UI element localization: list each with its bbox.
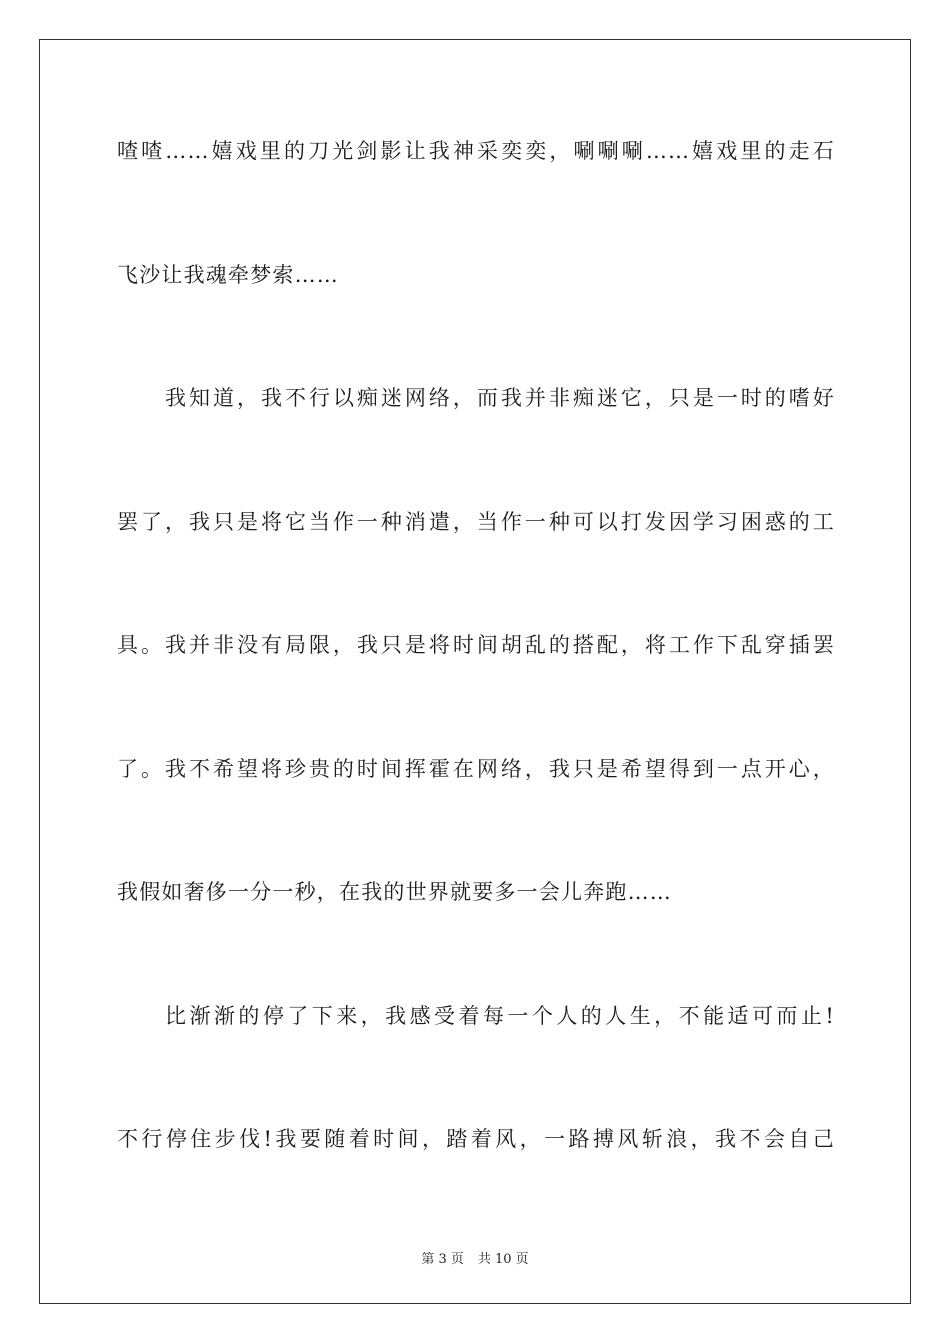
text-line-9: 不行停住步伐!我要随着时间，踏着风，一路搏风斩浪，我不会自己 — [117, 1127, 835, 1151]
page-total: 共 10 页 — [477, 1252, 529, 1267]
text-line-4: 罢了，我只是将它当作一种消遣，当作一种可以打发因学习困惑的工 — [117, 509, 835, 534]
text-line-6: 了。我不希望将珍贵的时间挥霍在网络，我只是希望得到一点开心， — [117, 756, 835, 781]
text-line-7: 我假如奢侈一分一秒，在我的世界就要多一会儿奔跑…… — [117, 880, 672, 904]
page-number: 第 3 页 — [421, 1252, 464, 1267]
text-line-5: 具。我并非没有局限，我只是将时间胡乱的搭配，将工作下乱穿插罢 — [117, 633, 835, 657]
document-body — [117, 125, 835, 1237]
text-line-8: 比渐渐的停了下来，我感受着每一个人的人生，不能适可而止! — [165, 1003, 835, 1028]
page-footer — [0, 1248, 950, 1267]
text-line-2: 飞沙让我魂牵梦索…… — [117, 262, 339, 287]
text-line-3: 我知道，我不行以痴迷网络，而我并非痴迷它，只是一时的嗜好 — [165, 386, 835, 410]
text-line-1: 喳喳……嬉戏里的刀光剑影让我神采奕奕，唰唰唰……嬉戏里的走石 — [117, 139, 835, 163]
